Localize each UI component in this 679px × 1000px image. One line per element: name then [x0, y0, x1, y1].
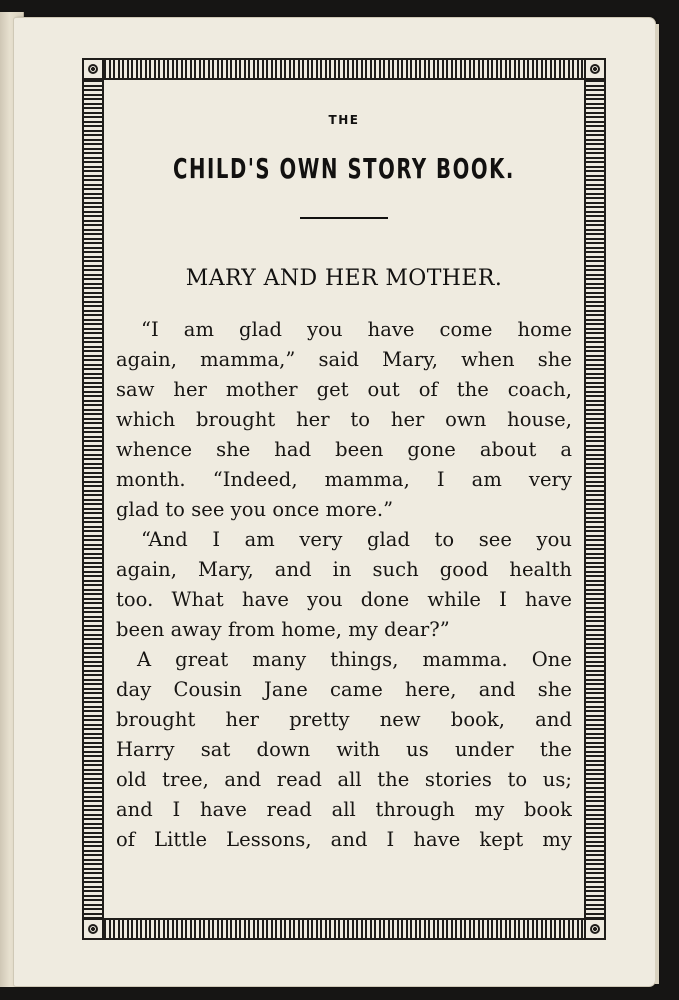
frame-top-border	[82, 58, 606, 80]
book-title: CHILD'S OWN STORY BOOK.	[173, 152, 515, 185]
story-line: month. “Indeed, mamma, I am very	[116, 468, 572, 491]
story-text	[116, 315, 572, 855]
page-content	[116, 86, 572, 912]
story-line: of Little Lessons, and I have kept my	[116, 828, 572, 851]
corner-ornament-top-left-icon	[82, 58, 104, 80]
story-line: again, mamma,” said Mary, when she	[116, 348, 572, 371]
story-line: too. What have you done while I have	[116, 588, 572, 611]
book-page	[14, 18, 655, 986]
story-line: “I am glad you have come home	[141, 318, 572, 341]
book-kicker: THE	[328, 113, 360, 127]
story-title: MARY AND HER MOTHER.	[185, 266, 503, 291]
frame-left-border	[82, 58, 104, 940]
frame-right-border	[584, 58, 606, 940]
ornamental-frame	[82, 58, 606, 940]
corner-ornament-bottom-right-icon	[584, 918, 606, 940]
story-line: Harry sat down with us under the	[116, 738, 572, 761]
story-line: day Cousin Jane came here, and she	[116, 678, 572, 701]
story-line: whence she had been gone about a	[116, 438, 572, 461]
story-line: old tree, and read all the stories to us;	[116, 768, 572, 791]
story-line: A great many things, mamma. One	[137, 648, 572, 671]
story-line: saw her mother get out of the coach,	[116, 378, 572, 401]
story-line: been away from home, my dear?”	[116, 618, 450, 641]
title-rule	[300, 217, 388, 219]
story-line: again, Mary, and in such good health	[116, 558, 572, 581]
story-line: glad to see you once more.”	[116, 498, 394, 521]
story-line: “And I am very glad to see you	[141, 528, 572, 551]
story-line: and I have read all through my book	[116, 798, 572, 821]
corner-ornament-bottom-left-icon	[82, 918, 104, 940]
story-line: which brought her to her own house,	[116, 408, 572, 431]
corner-ornament-top-right-icon	[584, 58, 606, 80]
frame-bottom-border	[82, 918, 606, 940]
story-line: brought her pretty new book, and	[116, 708, 572, 731]
